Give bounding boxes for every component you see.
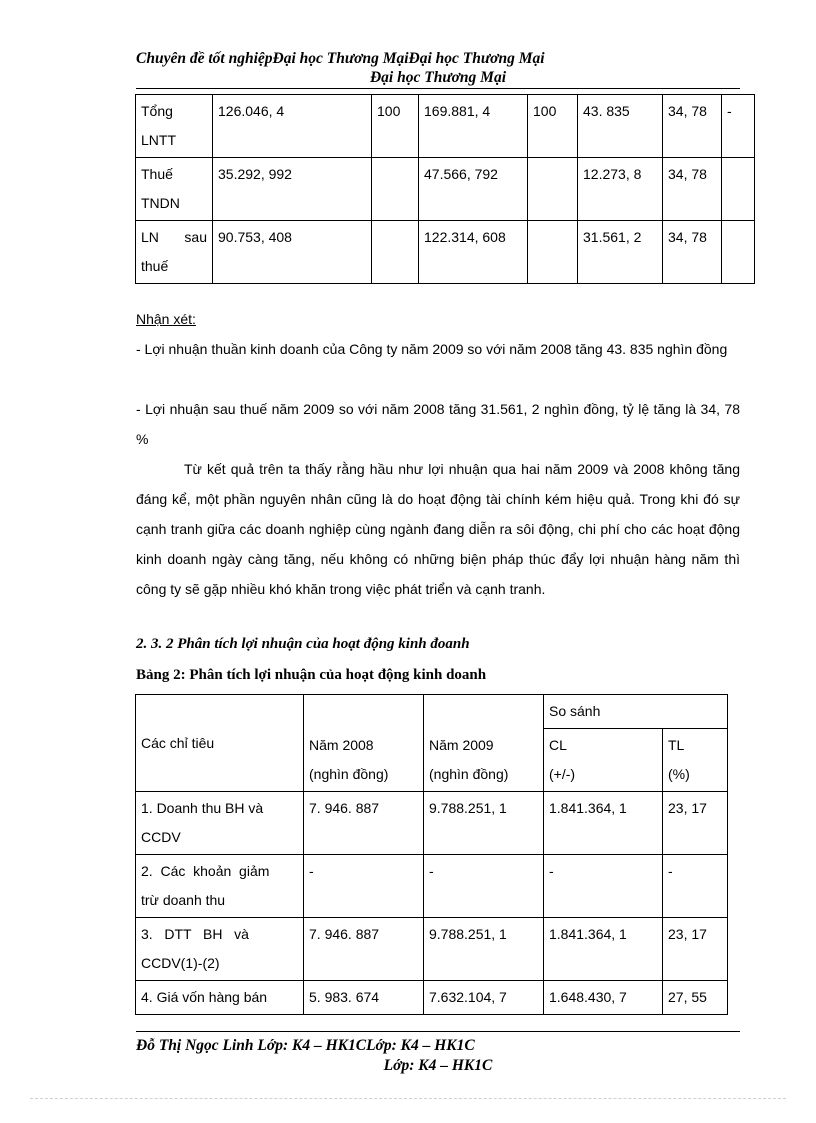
- row-label-part: CCDV(1)-(2): [141, 955, 220, 971]
- row-label-part: LN: [141, 229, 159, 245]
- row-label-part: thuế: [141, 258, 169, 274]
- table-row: [136, 221, 755, 284]
- row-label: 4. Giá vốn hàng bán: [136, 981, 304, 1015]
- value-2008: 35.292, 992: [213, 158, 372, 221]
- table-row: [136, 158, 755, 221]
- header-rule: [136, 88, 740, 89]
- header-line-2: Đại học Thương Mại: [369, 69, 507, 86]
- difference: 31.561, 2: [578, 221, 663, 284]
- difference: 1.841.364, 1: [544, 918, 663, 981]
- value-2008: 126.046, 4: [213, 95, 372, 158]
- difference: -: [544, 855, 663, 918]
- value-2008: 7. 946. 887: [304, 792, 424, 855]
- header-2008: [304, 695, 424, 792]
- percent-2008: 100: [372, 95, 419, 158]
- table-title: Bảng 2: Phân tích lợi nhuận của hoạt động kinh doanh: [136, 667, 487, 683]
- footer-rule: [136, 1031, 740, 1032]
- difference: 1.841.364, 1: [544, 792, 663, 855]
- value-2008: 7. 946. 887: [304, 918, 424, 981]
- value-2008: 5. 983. 674: [304, 981, 424, 1015]
- value-2008: 90.753, 408: [213, 221, 372, 284]
- header-compare: So sánh: [544, 695, 728, 729]
- row-label-part: 3. DTT BH và: [141, 926, 249, 942]
- value-2009: 7.632.104, 7: [424, 981, 544, 1015]
- percent-2009: [528, 158, 578, 221]
- table-row: [136, 981, 728, 1015]
- row-label-part: 2. Các khoản giảm: [141, 863, 270, 879]
- header-2009-unit: (nghìn đồng): [429, 766, 509, 782]
- header-2008-unit: (nghìn đồng): [309, 766, 389, 782]
- row-label-part: sau: [184, 229, 207, 245]
- percent-2009: [528, 221, 578, 284]
- table-row: [136, 855, 728, 918]
- remarks-title: Nhận xét:: [136, 311, 196, 327]
- footer-line-1: Đỗ Thị Ngọc Linh Lớp: K4 – HK1CLớp: K4 – HK1C: [136, 1037, 475, 1054]
- footer-line-2: Lớp: K4 – HK1C: [383, 1057, 493, 1074]
- table-row: [136, 918, 728, 981]
- header-2008-label: Năm 2008: [309, 737, 374, 753]
- table-row: [136, 95, 755, 158]
- row-label: [136, 221, 213, 284]
- difference: 1.648.430, 7: [544, 981, 663, 1015]
- row-label: Thuế TNDN: [136, 158, 213, 221]
- extra-cell: [722, 158, 755, 221]
- remark-paragraph-3: Từ kết quả trên ta thấy rằng hầu như lợi nhuận qua hai năm 2009 và 2008 không tăng đáng kể, một phần nguyên nhân cũng là do hoạt động tài chính kém hiệu quả. Trong khi đó sự cạnh tranh giữa các doanh nghiệp cùng ngành đang diễn ra sôi động, chi phí cho các hoạt động kinh doanh ngày càng tăng, nếu không có những biện pháp thúc đẩy lợi nhuận hàng năm thì công ty sẽ gặp nhiều khó khăn trong việc phát triển và cạnh tranh.: [136, 461, 740, 597]
- header-cl-unit: (+/-): [549, 766, 576, 782]
- ratio: 27, 55: [663, 981, 728, 1015]
- row-label: Tổng LNTT: [136, 95, 213, 158]
- ratio: 34, 78: [663, 221, 722, 284]
- profit-summary-table: [135, 94, 755, 284]
- row-label: [136, 855, 304, 918]
- row-label: [136, 792, 304, 855]
- ratio: -: [663, 855, 728, 918]
- header-2009-label: Năm 2009: [429, 737, 494, 753]
- percent-2009: 100: [528, 95, 578, 158]
- header-tl-unit: (%): [668, 766, 690, 782]
- extra-cell: [722, 221, 755, 284]
- row-label-part: trừ doanh thu: [141, 892, 226, 908]
- ratio: 34, 78: [663, 95, 722, 158]
- ratio: 23, 17: [663, 918, 728, 981]
- value-2009: 9.788.251, 1: [424, 918, 544, 981]
- ratio: 23, 17: [663, 792, 728, 855]
- page-bottom-rule: [30, 1098, 786, 1099]
- page-header: [136, 49, 740, 87]
- value-2009: 169.881, 4: [419, 95, 528, 158]
- value-2009: 122.314, 608: [419, 221, 528, 284]
- row-label: [136, 918, 304, 981]
- section-title: 2. 3. 2 Phân tích lợi nhuận của hoạt động kinh đoanh: [136, 636, 470, 652]
- table-header-row: [136, 695, 728, 729]
- percent-2008: [372, 158, 419, 221]
- remark-paragraph-2: - Lợi nhuận sau thuế năm 2009 so với năm 2008 tăng 31.561, 2 nghìn đồng, tỷ lệ tăng là 34, 78 %: [136, 401, 740, 447]
- difference: 12.273, 8: [578, 158, 663, 221]
- value-2009: -: [424, 855, 544, 918]
- row-label-part: 1. Doanh thu BH và: [141, 800, 264, 816]
- extra-cell: -: [722, 95, 755, 158]
- percent-2008: [372, 221, 419, 284]
- ratio: 34, 78: [663, 158, 722, 221]
- header-2009: [424, 695, 544, 792]
- header-cl-label: CL: [549, 737, 567, 753]
- header-line-1: Chuyên đề tốt nghiệpĐại học Thương MạiĐại học Thương Mại: [136, 50, 545, 67]
- value-2009: 47.566, 792: [419, 158, 528, 221]
- header-tl-label: TL: [668, 737, 685, 753]
- header-tl: [663, 729, 728, 792]
- value-2009: 9.788.251, 1: [424, 792, 544, 855]
- page-footer: [136, 1036, 740, 1076]
- value-2008: -: [304, 855, 424, 918]
- header-cl: [544, 729, 663, 792]
- table-row: [136, 792, 728, 855]
- remark-paragraph-1: - Lợi nhuận thuần kinh doanh của Công ty năm 2009 so với năm 2008 tăng 43. 835 nghìn đồng: [136, 341, 728, 357]
- row-label-part: CCDV: [141, 829, 181, 845]
- header-indicator: Các chỉ tiêu: [136, 695, 304, 792]
- business-profit-table: [135, 694, 728, 1015]
- difference: 43. 835: [578, 95, 663, 158]
